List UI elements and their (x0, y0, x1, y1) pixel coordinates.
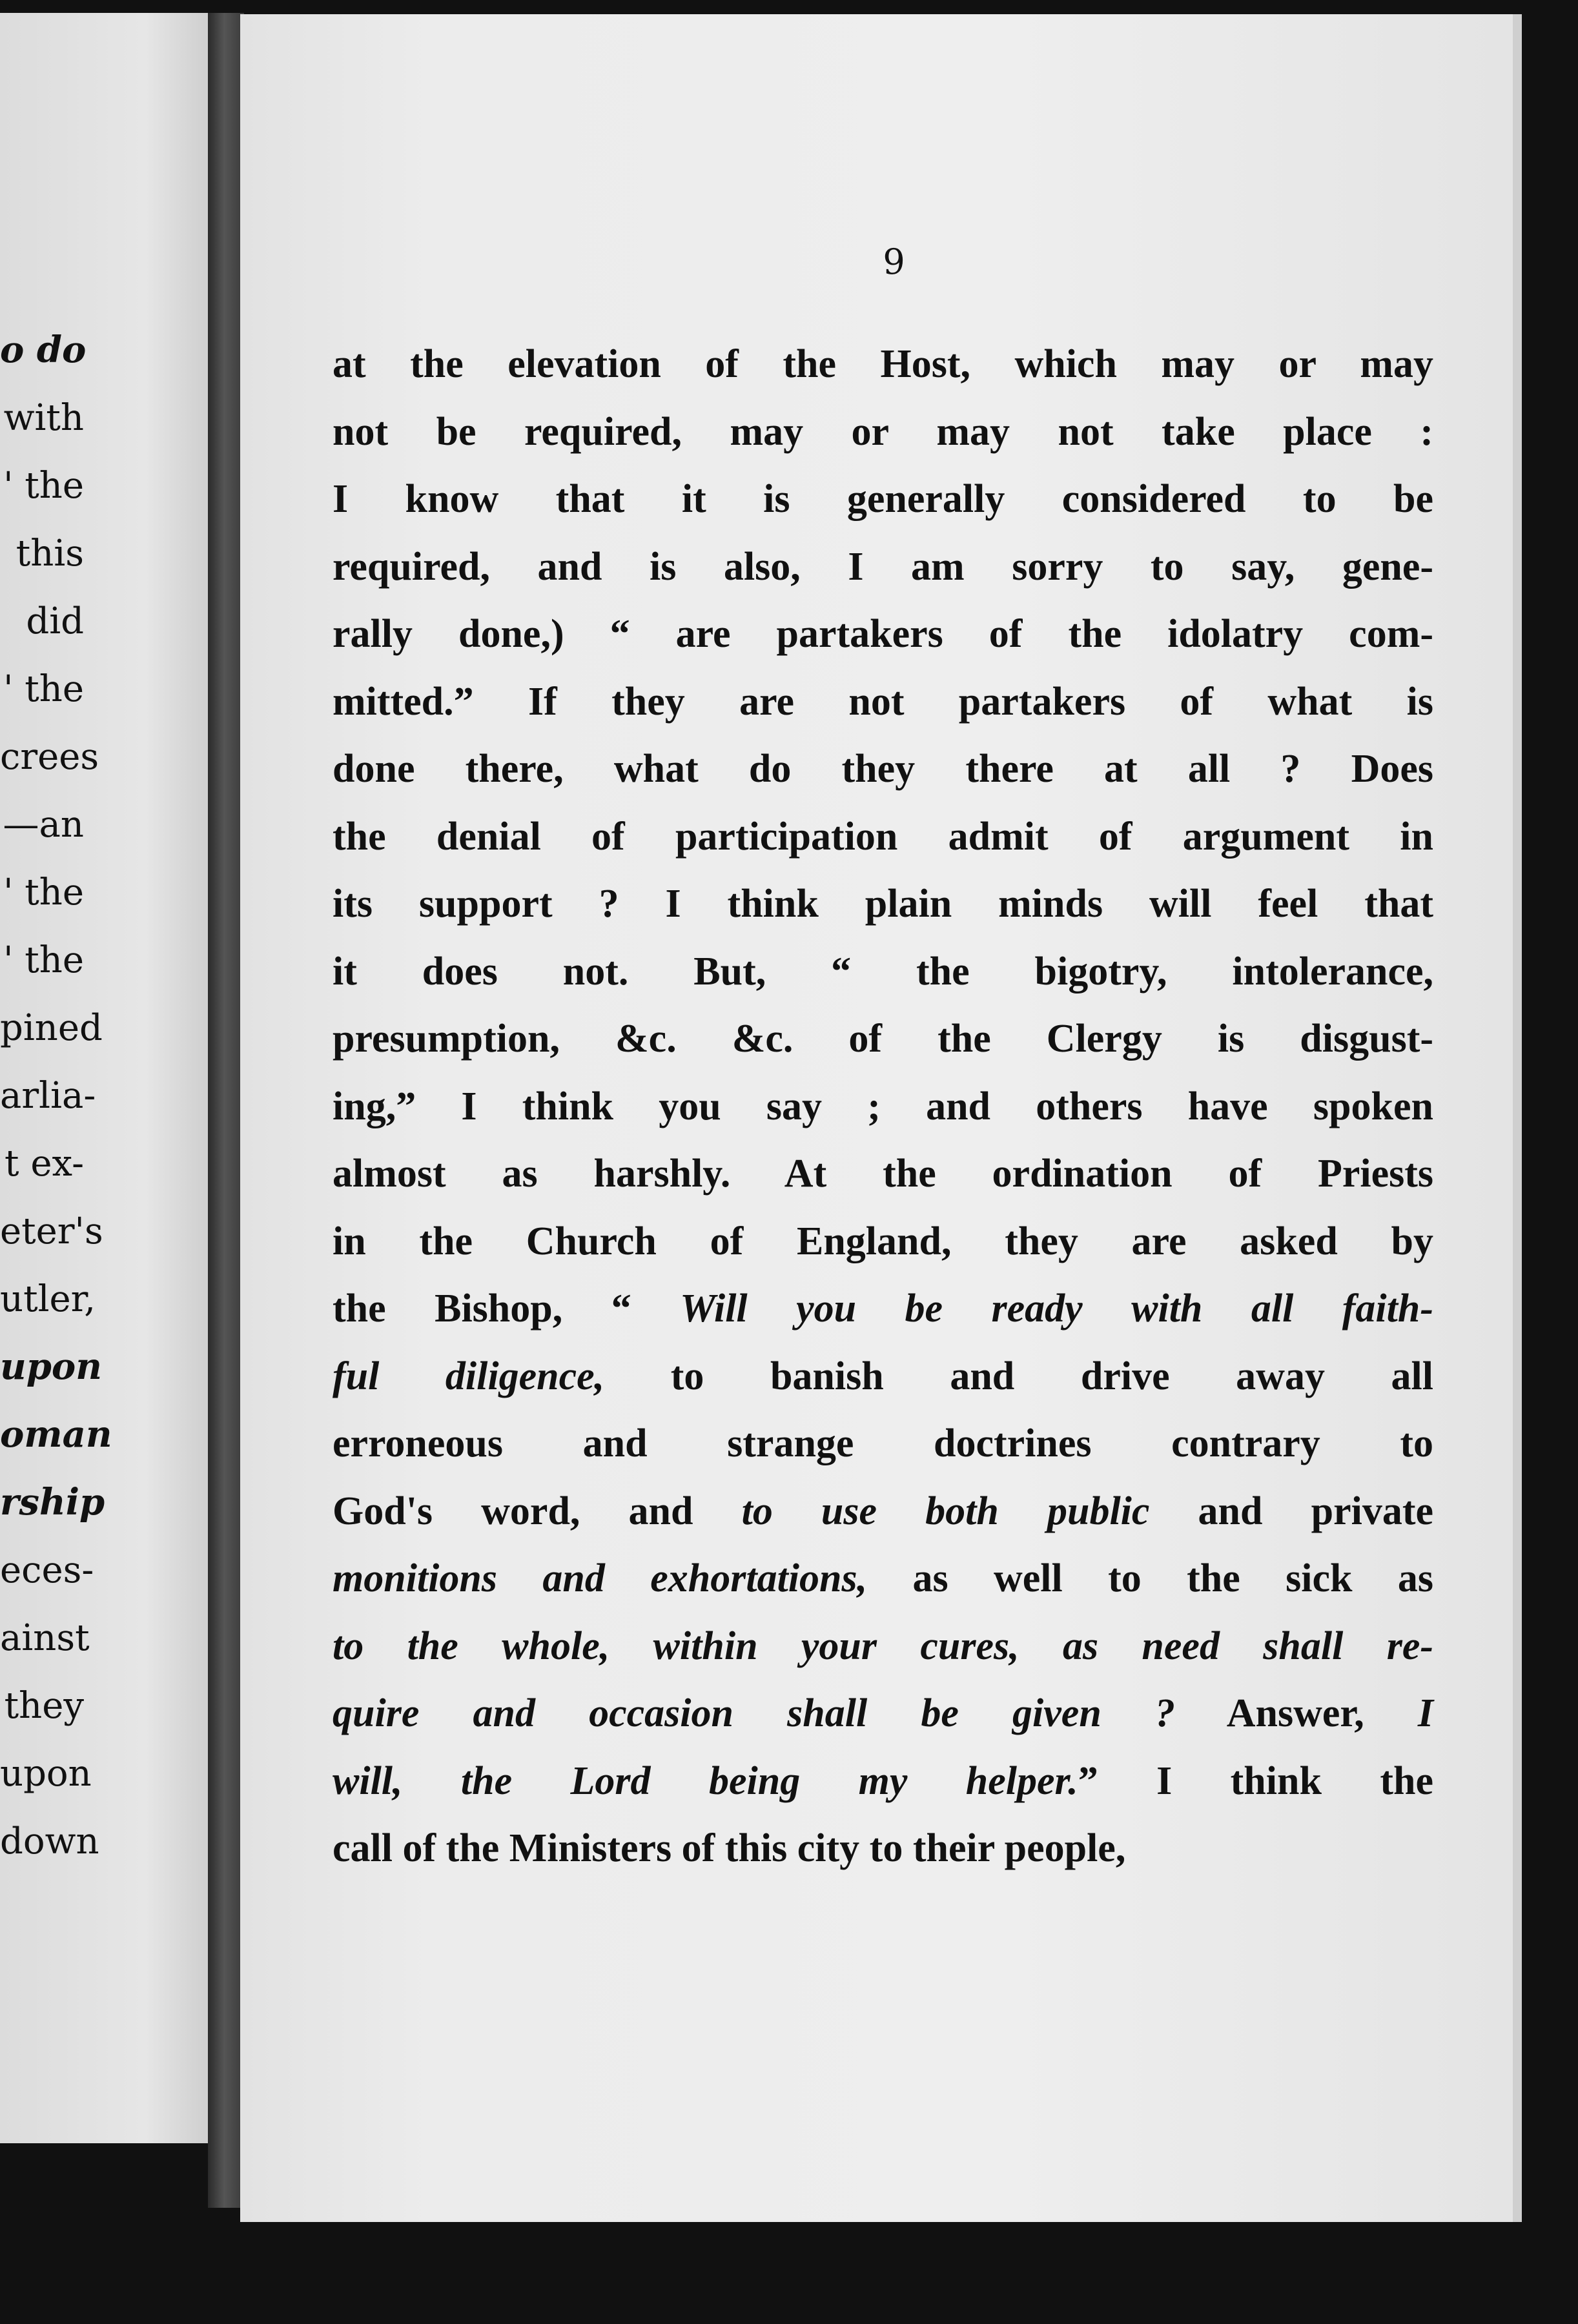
text-line (333, 1005, 1433, 1073)
text-line (333, 938, 1433, 1006)
text-line (333, 1613, 1433, 1680)
text-line (333, 465, 1433, 533)
text-line (333, 1748, 1433, 1815)
text-run: erroneous and strange doctrines contrary to (333, 1422, 1433, 1465)
book-gutter (208, 13, 244, 2208)
left-page-line: upon (0, 1345, 102, 1388)
text-line (333, 1815, 1433, 1882)
left-page-line: oman (0, 1413, 112, 1456)
text-line (333, 1275, 1433, 1343)
left-page-line: utler, (0, 1278, 96, 1320)
text-line (333, 1478, 1433, 1545)
text-run: done there, what do they there at all ? Does (333, 747, 1433, 791)
text-run: ing,” I think you say ; and others have spoken (333, 1084, 1433, 1128)
text-line (333, 533, 1433, 601)
left-page-line: down (0, 1820, 99, 1862)
italic-text-run: to use both public (741, 1489, 1150, 1533)
text-line (333, 668, 1433, 736)
text-run: God's word, and (333, 1489, 742, 1533)
left-page-line: eter's (0, 1210, 103, 1252)
text-run: its support ? I think plain minds will feel that (333, 882, 1433, 926)
text-run: the Bishop, “ (333, 1287, 681, 1330)
text-run: Answer, (1174, 1691, 1418, 1735)
text-line (333, 1545, 1433, 1613)
text-run: call of the Ministers of this city to their people, (333, 1826, 1126, 1870)
text-run: it does not. But, “ the bigotry, intolerance, (333, 949, 1433, 994)
left-page-line: arlia- (0, 1075, 96, 1117)
text-run: presumption, &c. &c. of the Clergy is disgust- (333, 1017, 1433, 1061)
left-page-line: ainst (0, 1617, 90, 1659)
left-page-line: they (4, 1685, 84, 1727)
left-page-line: eces- (0, 1549, 94, 1591)
text-run: to banish and drive away all (604, 1354, 1433, 1398)
text-line (333, 1140, 1433, 1208)
left-page-line: with (3, 397, 84, 439)
right-page (240, 14, 1522, 2222)
text-run: and private (1149, 1489, 1433, 1533)
text-run: required, and is also, I am sorry to say, gene- (333, 544, 1433, 589)
italic-text-run: will, the Lord being my helper. (333, 1758, 1078, 1803)
text-run: I know that it is generally considered to be (333, 477, 1433, 521)
text-line (333, 870, 1433, 938)
left-page-line: crees (0, 736, 99, 778)
italic-text-run: monitions and exhortations, (333, 1556, 868, 1600)
text-line (333, 600, 1433, 668)
left-page-line: rship (0, 1481, 105, 1524)
text-run: in the Church of England, they are asked by (333, 1219, 1433, 1263)
left-page-line: pined (0, 1007, 103, 1049)
text-run: almost as harshly. At the ordination of Priests (333, 1152, 1433, 1196)
italic-text-run: to the whole, within your cures, as need shall re- (333, 1624, 1433, 1668)
italic-text-run: I (1417, 1691, 1434, 1735)
left-facing-page (0, 13, 208, 2143)
left-page-line: ' the (3, 465, 84, 507)
left-page-line: —an (3, 804, 84, 846)
left-page-line: upon (0, 1753, 92, 1795)
left-page-line: did (26, 600, 84, 642)
body-text (333, 331, 1433, 1882)
text-run: as well to the sick as (867, 1556, 1434, 1600)
text-line (333, 1410, 1433, 1478)
left-page-line: ' the (3, 872, 84, 913)
text-line (333, 735, 1433, 803)
text-line (333, 1343, 1433, 1411)
italic-text-run: ful diligence, (333, 1354, 605, 1398)
text-run: not be required, may or may not take place : (333, 409, 1433, 454)
left-page-line: t ex- (5, 1143, 84, 1185)
text-run: at the elevation of the Host, which may or may (333, 342, 1433, 386)
italic-text-run: quire and occasion shall be given ? (333, 1691, 1175, 1735)
left-page-text-fragments (0, 316, 112, 1875)
text-run: ” I think the (1078, 1758, 1434, 1803)
text-line (333, 398, 1433, 466)
italic-text-run: Will you be ready with all faith- (680, 1287, 1433, 1330)
text-run: the denial of participation admit of argument in (333, 814, 1433, 859)
text-line (333, 1073, 1433, 1141)
text-run: rally done,) “ are partakers of the idolatry com- (333, 612, 1433, 656)
text-line (333, 803, 1433, 871)
left-page-line: ' the (3, 939, 84, 981)
left-page-line: this (15, 533, 84, 575)
text-run: mitted.” If they are not partakers of what is (333, 679, 1433, 724)
text-line (333, 1680, 1433, 1748)
text-line (333, 1208, 1433, 1276)
text-line (333, 331, 1433, 398)
left-page-line: ' the (3, 668, 84, 710)
page-number: 9 (883, 241, 905, 282)
left-page-line: o do (0, 329, 87, 371)
